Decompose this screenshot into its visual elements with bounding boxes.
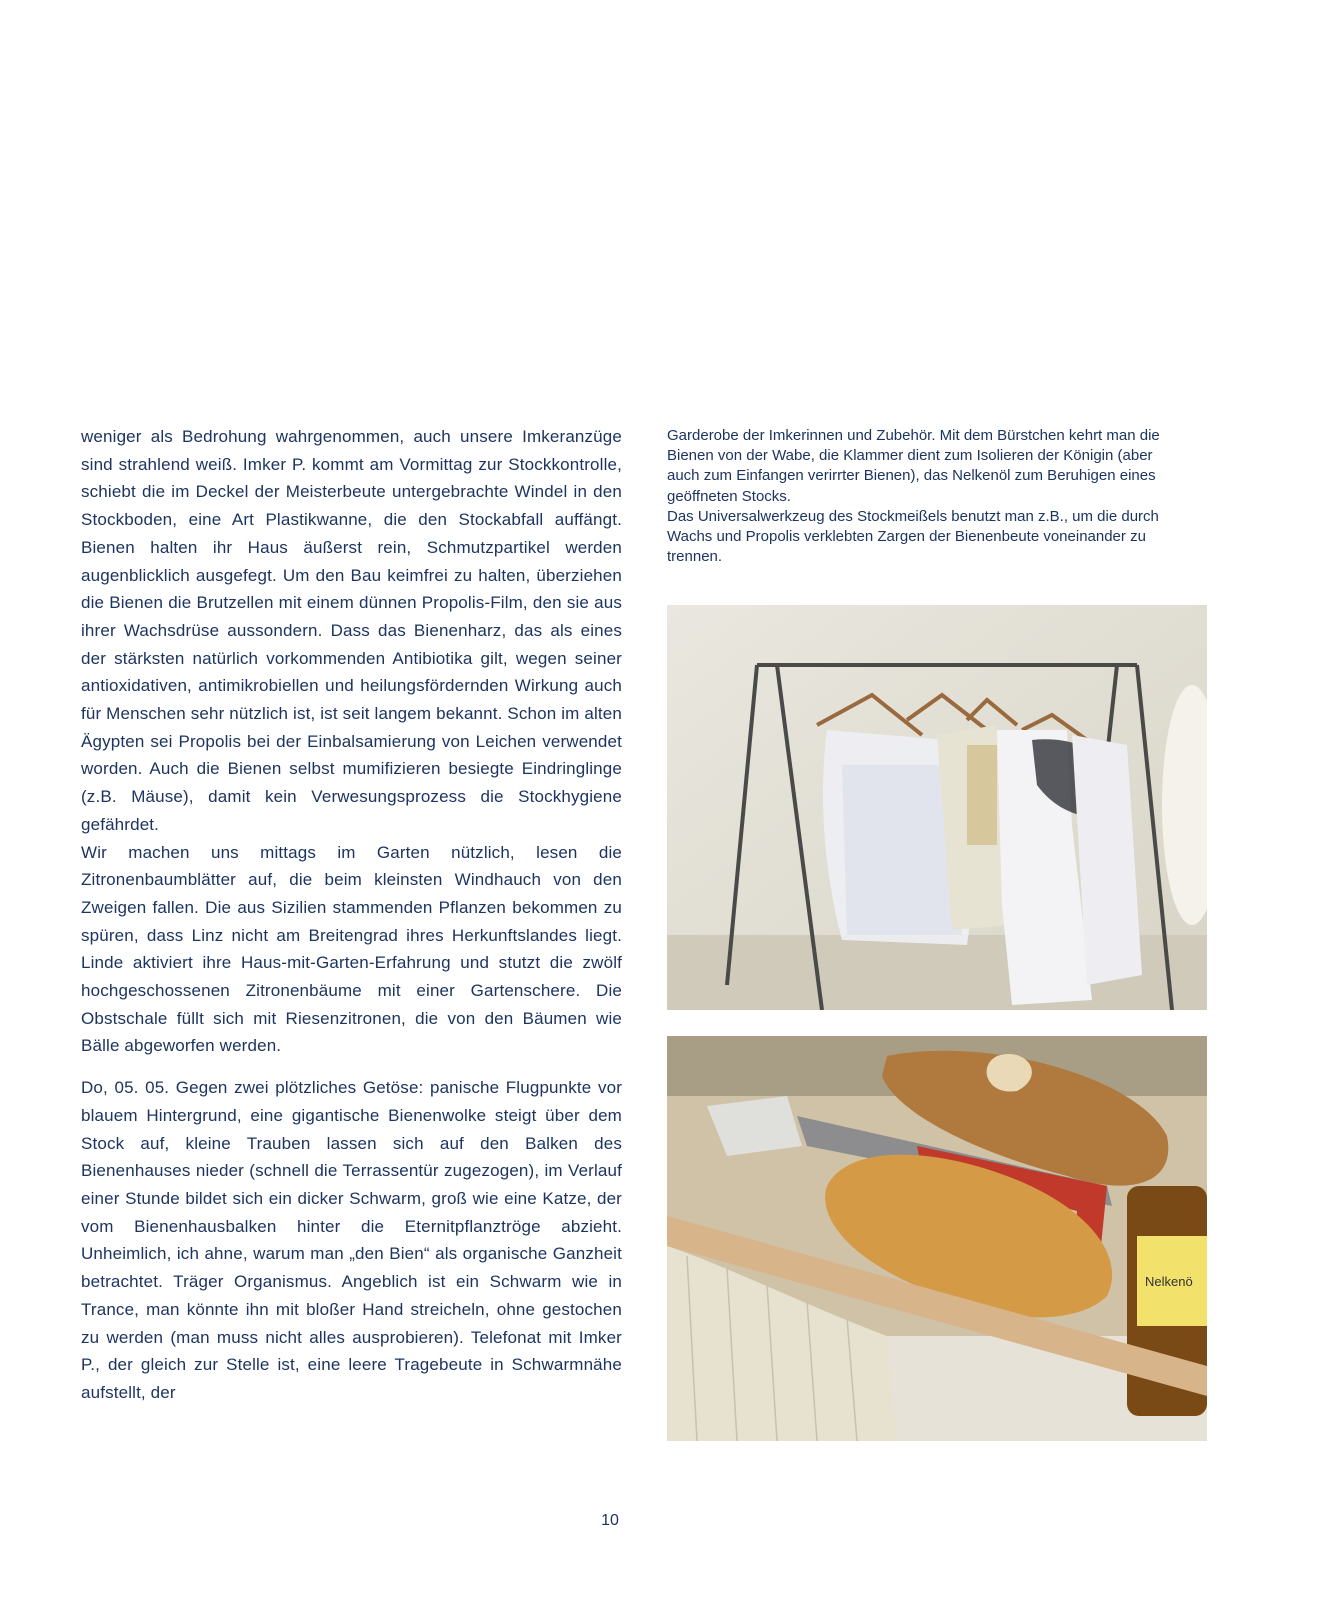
bottle-label: Nelkenö — [1145, 1274, 1193, 1289]
diary-date: Do, 05. 05. — [81, 1078, 170, 1098]
photo-caption — [667, 426, 1167, 567]
paragraph-2: Wir machen uns mittags im Garten nützlich, lesen die Zitronenbaumblätter auf, die beim kleinsten Windhauch von den Zweigen fallen. Die aus Sizilien stammenden Pflanzen bekommen zu spüren, dass Linz nicht am Breitengrad ihres Herkunftslandes liegt. Linde aktiviert ihre Haus-mit-Garten-Erfahrung und stutzt die zwölf hochgeschossenen Zitronenbäume mit einer Gartenschere. Die Obstschale füllt sich mit Riesenzitronen, die von den Bäumen wie Bälle abgeworfen werden. — [81, 842, 622, 1056]
photo-clothes-rack — [667, 605, 1207, 1010]
caption-line-2: Das Universalwerkzeug des Stockmeißels benutzt man z.B., um die durch Wachs und Propolis verklebten Zargen der Bienenbeute voneinander zu trennen. — [667, 507, 1159, 566]
paragraph-3-text: Gegen zwei plötzliches Getöse: panische Flugpunkte vor blauem Hintergrund, eine gigantische Bienenwolke steigt über dem Stock auf, kleine Trauben lassen sich auf den Balken des Bienenhauses nieder (schnell die Terrassentür zugezogen), im Verlauf einer Stunde bildet sich ein dicker Schwarm, groß wie eine Katze, der vom Bienenhausbalken hinter die Eternitpflanztröge abzieht. Unheimlich, ich ahne, warum man „den Bien“ als organische Ganzheit betrachtet. Träger Organismus. Angeblich ist ein Schwarm wie in Trance, man könnte ihn mit bloßer Hand streicheln, ohne gestochen zu werden (man muss nicht alles ausprobieren). Telefonat mit Imker P., der gleich zur Stelle ist, eine leere Tragebeute in Schwarmnähe aufstellt, der — [81, 1078, 623, 1402]
paragraph-3 — [81, 1074, 622, 1406]
main-text-column — [81, 423, 622, 1407]
caption-line-1: Garderobe der Imkerinnen und Zubehör. Mit dem Bürstchen kehrt man die Bienen von der Wabe, die Klammer dient zum Isolieren der Königin (aber auch zum Einfangen verirrter Bienen), das Nelkenöl zum Beruhigen eines geöffneten Stocks. — [667, 427, 1160, 505]
paragraph-1: weniger als Bedrohung wahrgenommen, auch unsere Imkeranzüge sind strahlend weiß. Imker P. kommt am Vormittag zur Stockkontrolle, schiebt die im Deckel der Meisterbeute untergebrachte Windel in den Stockboden, eine Art Plastikwanne, die den Stockabfall auffängt. Bienen halten ihr Haus äußerst rein, Schmutzpartikel werden augenblicklich ausgefegt. Um den Bau keimfrei zu halten, überziehen die Bienen die Brutzellen mit einem dünnen Propolis-Film, den sie aus ihrer Wachsdrüse aussondern. Dass das Bienenharz, das als eines der stärksten natürlich vorkommenden Antibiotika gilt, wegen seiner antioxidativen, antimikrobiellen und heilungsfördernden Wirkung auch für Menschen sehr nützlich ist, ist seit langem bekannt. Schon im alten Ägypten sei Propolis bei der Einbalsamierung von Leichen verwendet worden. Auch die Bienen selbst mumifizieren besiegte Eindringlinge (z.B. Mäuse), damit kein Verwesungsprozess die Stockhygiene gefährdet. — [81, 427, 622, 834]
photo-beekeeping-tools — [667, 1036, 1207, 1441]
page-number: 10 — [601, 1512, 619, 1529]
